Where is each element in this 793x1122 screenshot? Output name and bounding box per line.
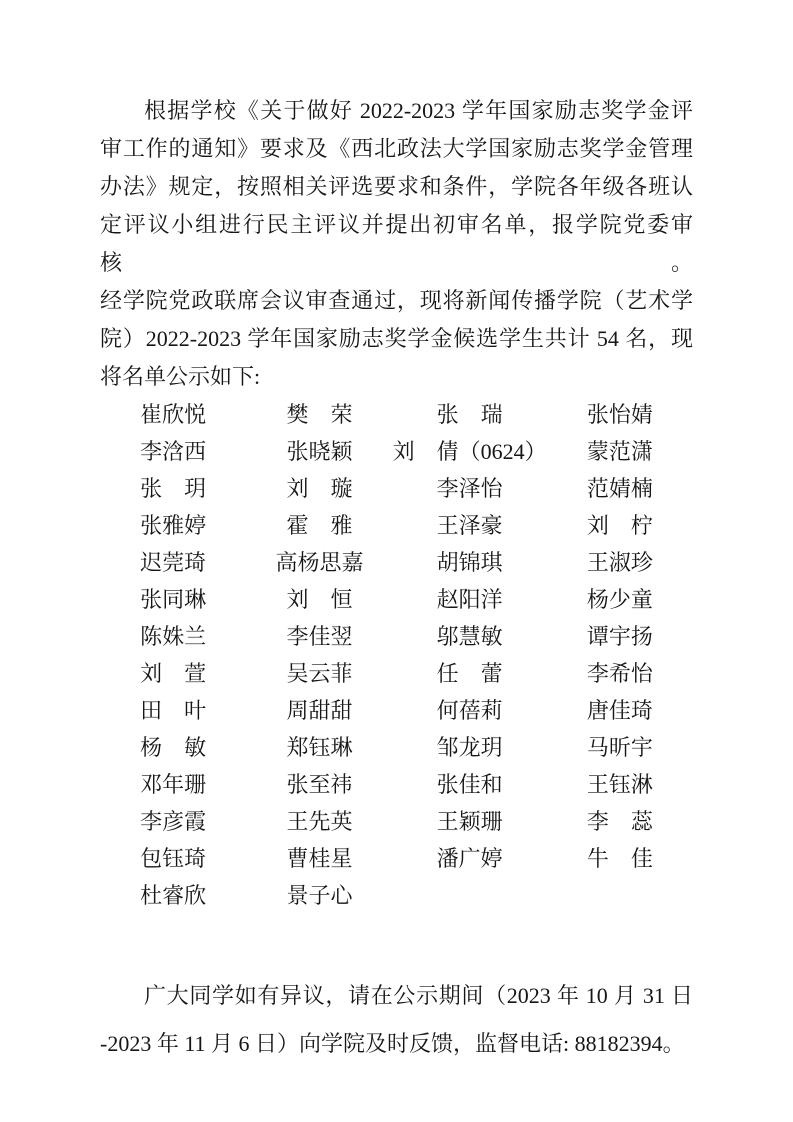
name-cell: 杜睿欣 — [140, 883, 207, 908]
name-cell: 迟莞琦 — [140, 550, 207, 575]
name-cell: 王先英 — [286, 809, 353, 834]
name-cell: 范婧楠 — [586, 476, 653, 501]
name-cell: 张怡婧 — [586, 402, 653, 427]
name-cell: 胡锦琪 — [436, 550, 503, 575]
name-cell: 刘 柠 — [586, 513, 653, 538]
name-cell: 景子心 — [286, 883, 353, 908]
name-cell: 刘 倩（0624） — [392, 439, 547, 464]
name-cell: 唐佳琦 — [586, 698, 653, 723]
name-cell: 陈姝兰 — [140, 624, 207, 649]
intro-paragraph — [100, 92, 693, 396]
name-cell: 刘 萱 — [140, 661, 207, 686]
name-cell: 杨 敏 — [140, 735, 207, 760]
name-cell: 谭宇扬 — [586, 624, 653, 649]
name-cell: 曹桂星 — [286, 846, 353, 871]
name-cell: 牛 佳 — [586, 846, 653, 871]
name-cell: 王钰淋 — [586, 772, 653, 797]
name-cell: 樊 荣 — [286, 402, 353, 427]
name-cell: 赵阳洋 — [436, 587, 503, 612]
name-cell: 高杨思嘉 — [275, 550, 364, 575]
name-cell: 郑钰琳 — [286, 735, 353, 760]
paragraph-line: 办法》规定，按照相关评选要求和条件，学院各年级各班认 — [100, 174, 693, 199]
name-cell: 邬慧敏 — [436, 624, 503, 649]
name-cell: 杨少童 — [586, 587, 653, 612]
name-cell: 张 玥 — [140, 476, 207, 501]
name-cell: 王泽豪 — [436, 513, 503, 538]
name-cell: 李浛西 — [140, 439, 207, 464]
name-cell: 崔欣悦 — [140, 402, 207, 427]
name-cell: 张晓颖 — [286, 439, 353, 464]
name-cell: 包钰琦 — [140, 846, 207, 871]
name-cell: 张雅婷 — [140, 513, 207, 538]
paragraph-line: 定评议小组进行民主评议并提出初审名单，报学院党委审核。 — [100, 212, 693, 275]
name-cell: 马昕宇 — [586, 735, 653, 760]
paragraph-line: 经学院党政联席会议审查通过，现将新闻传播学院（艺术学 — [100, 288, 693, 313]
name-cell: 李佳翌 — [286, 624, 353, 649]
name-cell: 李彦霞 — [140, 809, 207, 834]
name-cell: 刘 恒 — [286, 587, 353, 612]
name-cell: 李希怡 — [586, 661, 653, 686]
name-cell: 邹龙玥 — [436, 735, 503, 760]
name-cell: 田 叶 — [140, 698, 207, 723]
name-cell: 任 蕾 — [436, 661, 503, 686]
name-cell: 张佳和 — [436, 772, 503, 797]
name-cell: 周甜甜 — [286, 698, 353, 723]
paragraph-line: -2023 年 11 月 6 日）向学院及时反馈，监督电话: 88182394。 — [100, 1031, 685, 1056]
paragraph-line: 将名单公示如下: — [100, 364, 261, 389]
name-cell: 潘广婷 — [436, 846, 503, 871]
name-cell: 张 瑞 — [436, 402, 503, 427]
paragraph-line: 院）2022-2023 学年国家励志奖学金候选学生共计 54 名，现 — [100, 326, 693, 351]
name-cell: 吴云菲 — [286, 661, 353, 686]
name-cell: 何蓓莉 — [436, 698, 503, 723]
closing-paragraph — [100, 972, 693, 1068]
name-cell: 李 蕊 — [586, 809, 653, 834]
name-cell — [393, 877, 547, 914]
name-cell: 霍 雅 — [286, 513, 353, 538]
name-cell: 邓年珊 — [140, 772, 207, 797]
paragraph-line: 根据学校《关于做好 2022-2023 学年国家励志奖学金评 — [144, 98, 693, 123]
paragraph-line: 广大同学如有异议，请在公示期间（2023 年 10 月 31 日 — [144, 983, 693, 1008]
name-cell: 王颖珊 — [436, 809, 503, 834]
name-cell — [547, 877, 693, 914]
paragraph-line: 审工作的通知》要求及《西北政法大学国家励志奖学金管理 — [100, 136, 693, 161]
name-cell: 张同琳 — [140, 587, 207, 612]
candidate-name-table — [100, 396, 693, 914]
name-cell: 张至祎 — [286, 772, 353, 797]
name-cell: 刘 璇 — [286, 476, 353, 501]
name-cell: 王淑珍 — [586, 550, 653, 575]
name-cell: 李泽怡 — [436, 476, 503, 501]
name-cell: 蒙范潇 — [586, 439, 653, 464]
